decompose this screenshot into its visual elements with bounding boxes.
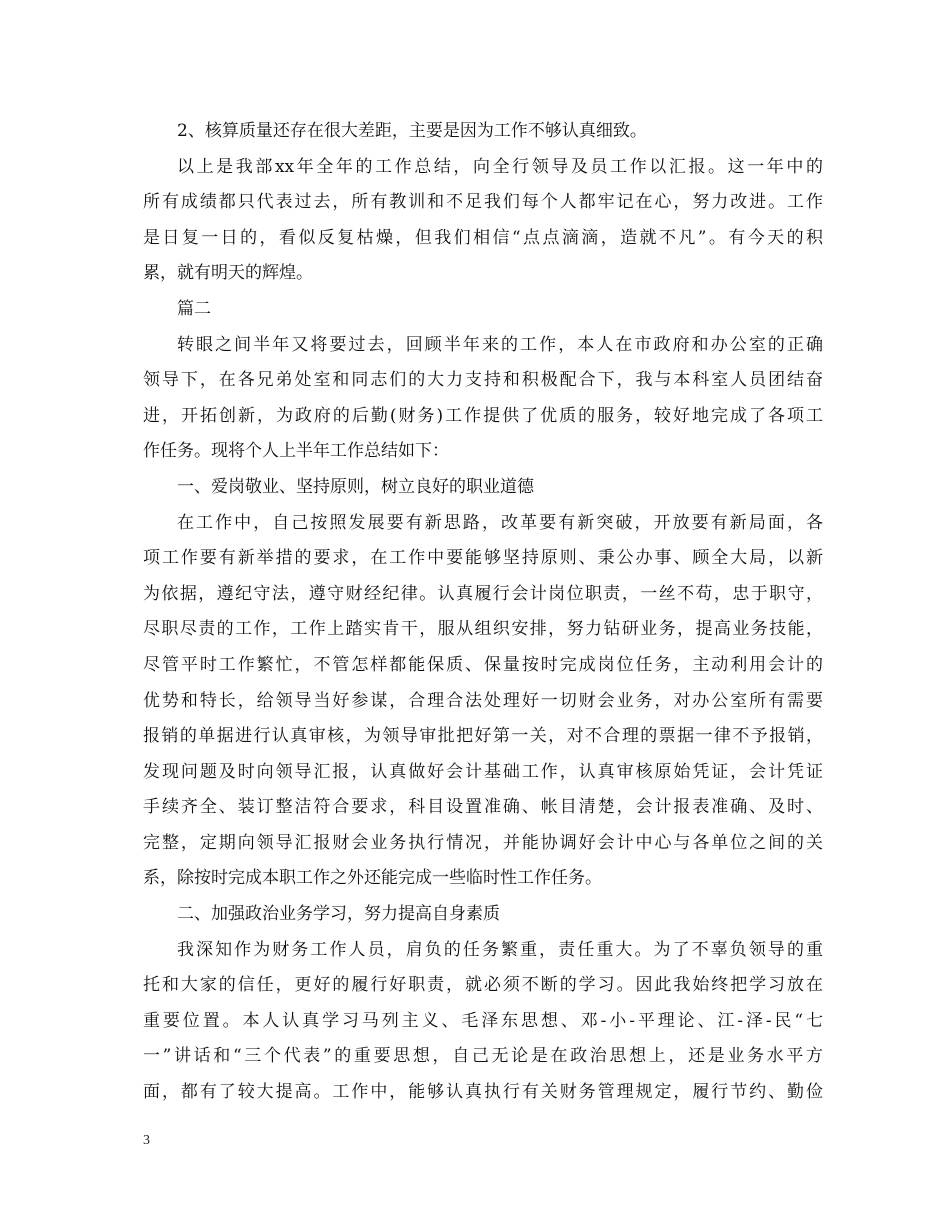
text-line: 尽管平时工作繁忙，不管怎样都能保质、保量按时完成岗位任务，主动利用会计的 [143,654,823,675]
text-line: 重要位置。本人认真学习马列主义、毛泽东思想、邓-小-平理论、江-泽-民“七 [143,1010,823,1031]
text-line: 报销的单据进行认真审核，为领导审批把好第一关，对不合理的票据一律不予报销， [143,726,823,747]
text-line: 在工作中，自己按照发展要有新思路，改革要有新突破，开放要有新局面，各 [177,512,823,533]
text-line: 二、加强政治业务学习，努力提高自身素质 [177,904,500,925]
text-line: 所有成绩都只代表过去，所有教训和不足我们每个人都牢记在心，努力改进。工作 [143,192,823,213]
page-number: 3 [143,1133,150,1148]
text-line: 完整，定期向领导汇报财会业务执行情况，并能协调好会计中心与各单位之间的关 [143,832,823,853]
text-line: 进，开拓创新，为政府的后勤(财务)工作提供了优质的服务，较好地完成了各项工 [143,405,823,426]
text-line: 作任务。现将个人上半年工作总结如下： [143,441,449,462]
text-line: 发现问题及时向领导汇报，认真做好会计基础工作，认真审核原始凭证，会计凭证 [143,761,823,782]
text-line: 优势和特长，给领导当好参谋，合理合法处理好一切财会业务，对办公室所有需要 [143,690,823,711]
text-line: 尽职尽责的工作，工作上踏实肯干，服从组织安排，努力钻研业务，提高业务技能， [143,619,823,640]
text-line: 项工作要有新举措的要求，在工作中要能够坚持原则、秉公办事、顾全大局，以新 [143,548,823,569]
text-line: 面，都有了较大提高。工作中，能够认真执行有关财务管理规定，履行节约、勤俭 [143,1082,823,1103]
text-line: 为依据，遵纪守法，遵守财经纪律。认真履行会计岗位职责，一丝不苟，忠于职守， [143,583,823,604]
text-line: 2、核算质量还存在很大差距，主要是因为工作不够认真细致。 [177,121,647,141]
text-line: 手续齐全、装订整洁符合要求，科目设置准确、帐目清楚，会计报表准确、及时、 [143,797,823,818]
text-line: 转眼之间半年又将要过去，回顾半年来的工作，本人在市政府和办公室的正确 [177,334,823,355]
text-line: 以上是我部xx年全年的工作总结，向全行领导及员工作以汇报。这一年中的 [177,156,823,177]
text-line: 托和大家的信任，更好的履行好职责，就必须不断的学习。因此我始终把学习放在 [143,975,823,996]
document-body [143,114,823,1111]
text-line: 一”讲话和“三个代表”的重要思想，自己无论是在政治思想上，还是业务水平方 [143,1046,823,1067]
text-line: 系，除按时完成本职工作之外还能完成一些临时性工作任务。 [143,868,602,889]
text-line: 领导下，在各兄弟处室和同志们的大力支持和积极配合下，我与本科室人员团结奋 [143,370,823,391]
text-line: 是日复一日的，看似反复枯燥，但我们相信“点点滴滴，造就不凡”。有今天的积 [143,227,823,248]
text-line: 一、爱岗敬业、坚持原则，树立良好的职业道德 [177,476,534,497]
text-line: 篇二 [177,298,211,319]
text-line: 累，就有明天的辉煌。 [143,263,313,284]
text-line: 我深知作为财务工作人员，肩负的任务繁重，责任重大。为了不辜负领导的重 [177,939,823,960]
